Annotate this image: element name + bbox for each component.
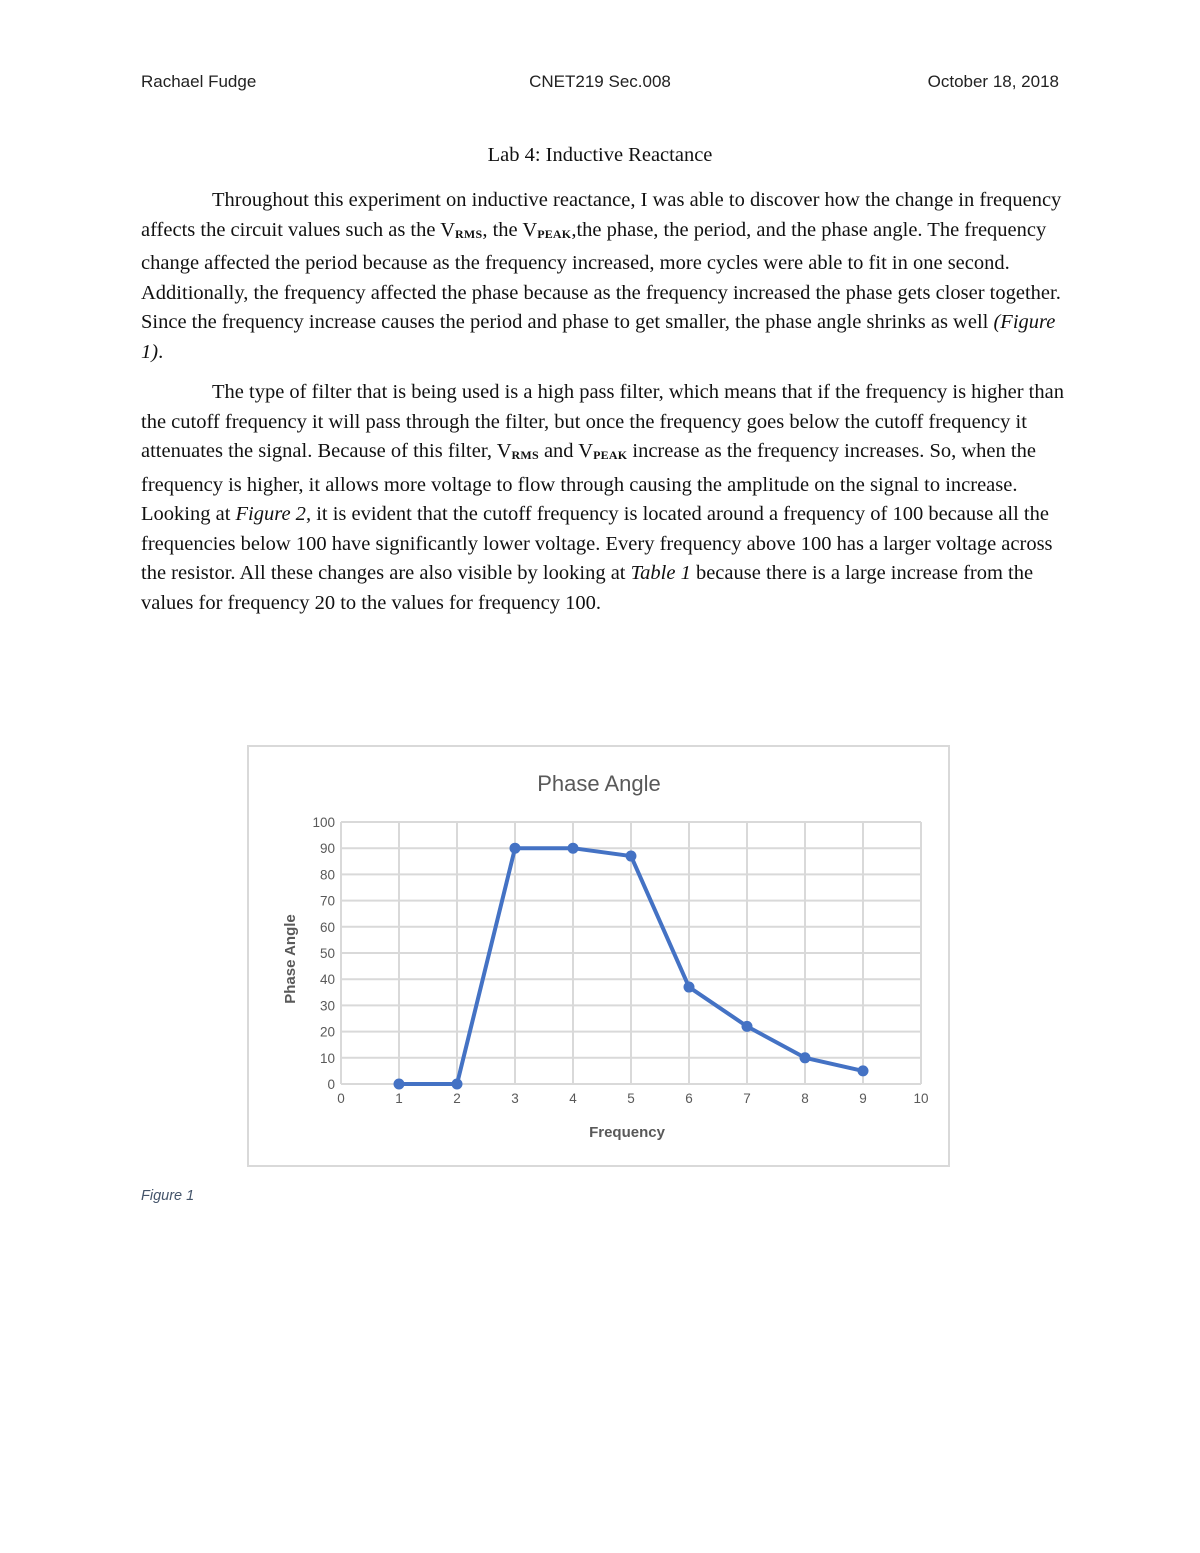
x-tick-label: 5 xyxy=(627,1091,635,1106)
header-date: October 18, 2018 xyxy=(927,72,1059,91)
x-tick-label: 8 xyxy=(801,1091,809,1106)
header-author: Rachael Fudge xyxy=(141,72,257,91)
x-tick-label: 6 xyxy=(685,1091,693,1106)
document-title: Lab 4: Inductive Reactance xyxy=(487,144,713,166)
data-point xyxy=(452,1079,462,1089)
chart-title: Phase Angle xyxy=(537,771,661,796)
phase-angle-chart xyxy=(247,745,950,1167)
y-tick-label: 50 xyxy=(319,946,335,961)
data-point xyxy=(858,1066,868,1076)
y-axis-label: Phase Angle xyxy=(282,914,299,1004)
data-point xyxy=(510,843,520,853)
para1-text-4: . xyxy=(158,340,164,363)
para2-text-2: and V xyxy=(538,440,594,462)
x-tick-label: 3 xyxy=(511,1091,519,1106)
y-tick-label: 30 xyxy=(319,998,335,1014)
y-tick-label: 60 xyxy=(319,919,335,935)
chart-canvas xyxy=(249,747,952,1169)
figure-1-reference: (Figure 1) xyxy=(141,311,1056,363)
para2-text-4: , it is evident that the cutoff frequency is located around a frequency of 100 because all the frequencies below 100 have significantly lower voltage. Every frequency above 100 has a larger voltage across the resistor. All these changes are also visible by looking at xyxy=(141,503,1053,584)
y-tick-label: 70 xyxy=(319,893,335,909)
data-point xyxy=(800,1053,810,1063)
y-tick-label: 80 xyxy=(319,867,335,883)
data-point xyxy=(742,1021,752,1031)
x-tick-label: 4 xyxy=(569,1091,577,1106)
data-point xyxy=(626,851,636,861)
x-tick-label: 7 xyxy=(743,1091,751,1106)
figure-2-reference: Figure 2 xyxy=(235,503,306,525)
y-tick-label: 100 xyxy=(312,815,335,830)
figure-caption: Figure 1 xyxy=(141,1188,195,1204)
data-point xyxy=(684,982,694,992)
x-tick-label: 10 xyxy=(913,1091,929,1106)
y-tick-label: 40 xyxy=(319,972,335,988)
paragraph-2 xyxy=(141,378,1066,618)
para2-sub-rms: RMS xyxy=(511,448,539,462)
para1-text-3: ,the phase, the period, and the phase angle. The frequency change affected the period because as the frequency increased, more cycles were able to fit in one second. Additionally, the frequency affected the phase because as the frequency increased the phase gets closer together. Since the frequency increase causes the period and phase to get smaller, the phase angle shrinks as well xyxy=(141,218,1061,333)
para1-sub-rms: RMS xyxy=(455,226,483,241)
para1-text-1: Throughout this experiment on inductive reactance, I was able to discover how the change in frequency affects the circuit values such as the V xyxy=(141,189,1062,241)
para2-sub-peak: PEAK xyxy=(593,448,628,462)
para1-sub-peak: PEAK xyxy=(537,226,572,241)
para2-text-1: The type of filter that is being used is a high pass filter, which means that if the frequency is higher than the cutoff frequency it will pass through the filter, but once the frequency goes below the cutoff frequency it attenuates the signal. Because of this filter, V xyxy=(141,381,1064,462)
header-course: CNET219 Sec.008 xyxy=(529,72,671,91)
x-tick-label: 2 xyxy=(453,1091,461,1106)
table-1-reference: Table 1 xyxy=(630,562,691,584)
x-tick-label: 1 xyxy=(395,1091,403,1106)
y-tick-label: 0 xyxy=(327,1077,335,1092)
page-header xyxy=(141,72,1059,98)
para2-text-3: increase as the frequency increases. So, when the frequency is higher, it allows more voltage to flow through causing the amplitude on the signal to increase. Looking at xyxy=(141,440,1036,525)
x-tick-label: 0 xyxy=(337,1091,345,1106)
y-tick-label: 10 xyxy=(319,1050,335,1066)
y-tick-label: 90 xyxy=(319,841,335,857)
paragraph-1 xyxy=(141,186,1066,367)
y-tick-label: 20 xyxy=(319,1024,335,1040)
data-point xyxy=(394,1079,404,1089)
x-axis-label: Frequency xyxy=(589,1124,665,1141)
data-point xyxy=(568,843,578,853)
para1-text-2: , the V xyxy=(482,218,538,241)
x-tick-label: 9 xyxy=(859,1091,867,1106)
para2-text-5: because there is a large increase from the values for frequency 20 to the values for frequency 100. xyxy=(141,562,1034,614)
